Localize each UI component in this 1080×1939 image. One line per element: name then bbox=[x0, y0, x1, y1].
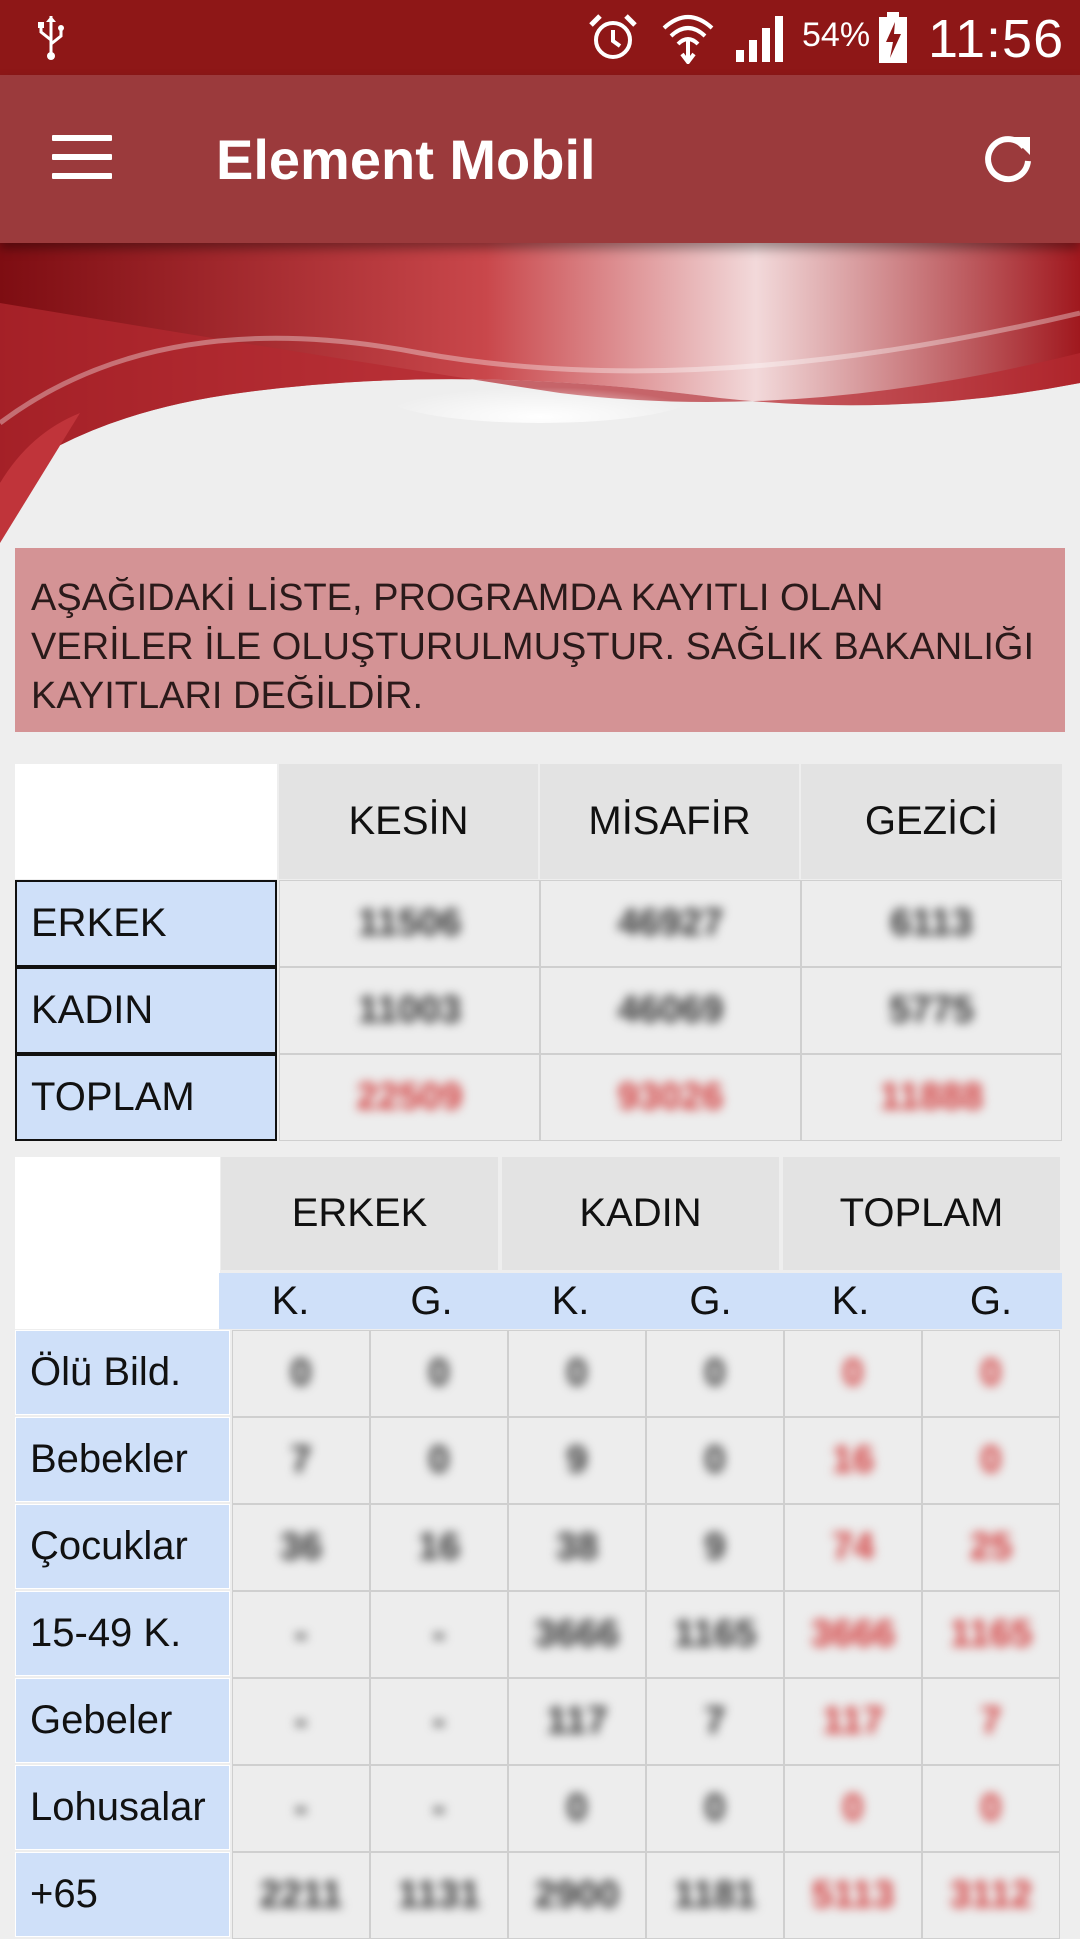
table-cell: 3666 bbox=[508, 1591, 646, 1678]
table-cell: - bbox=[370, 1765, 508, 1852]
table-cell: 9 bbox=[508, 1417, 646, 1504]
table-cell: 5113 bbox=[784, 1852, 922, 1939]
row-label: Bebekler bbox=[15, 1417, 230, 1502]
row-label: Çocuklar bbox=[15, 1504, 230, 1589]
table-cell: 0 bbox=[508, 1765, 646, 1852]
table-cell: 0 bbox=[922, 1330, 1060, 1417]
table-cell: 0 bbox=[784, 1330, 922, 1417]
app-bar bbox=[0, 75, 1080, 243]
table-cell: 1165 bbox=[922, 1591, 1060, 1678]
group-header-kadin: KADIN bbox=[502, 1157, 779, 1270]
table-cell: 3112 bbox=[922, 1852, 1060, 1939]
table-cell: 7 bbox=[922, 1678, 1060, 1765]
clock: 11:56 bbox=[928, 9, 1065, 69]
signal-icon bbox=[734, 14, 788, 62]
table-cell: 11003 bbox=[279, 967, 540, 1054]
column-header-gezici: GEZİCİ bbox=[801, 764, 1062, 879]
table-cell: - bbox=[370, 1591, 508, 1678]
table-cell: 1165 bbox=[646, 1591, 784, 1678]
table-cell: 2211 bbox=[232, 1852, 370, 1939]
row-label: Ölü Bild. bbox=[15, 1330, 230, 1415]
subcolumn-header: G. bbox=[362, 1273, 501, 1329]
table-cell: 0 bbox=[370, 1330, 508, 1417]
table-cell: 0 bbox=[784, 1765, 922, 1852]
table-cell: 117 bbox=[784, 1678, 922, 1765]
subcolumn-header: G. bbox=[920, 1273, 1062, 1329]
row-label: Lohusalar bbox=[15, 1765, 230, 1850]
table-cell: 0 bbox=[646, 1330, 784, 1417]
table-cell: - bbox=[370, 1678, 508, 1765]
table-cell: 11506 bbox=[279, 880, 540, 967]
table-cell: 25 bbox=[922, 1504, 1060, 1591]
app-title: Element Mobil bbox=[216, 128, 596, 191]
table-cell: 0 bbox=[508, 1330, 646, 1417]
table-cell: 46927 bbox=[540, 880, 801, 967]
table-cell: - bbox=[232, 1765, 370, 1852]
table-cell: 2900 bbox=[508, 1852, 646, 1939]
row-label: Gebeler bbox=[15, 1678, 230, 1763]
table-cell-total: 22509 bbox=[279, 1054, 540, 1141]
table-corner bbox=[15, 764, 277, 879]
alarm-icon bbox=[588, 13, 638, 63]
table-cell: 16 bbox=[370, 1504, 508, 1591]
row-label: 15-49 K. bbox=[15, 1591, 230, 1676]
table-cell: 74 bbox=[784, 1504, 922, 1591]
table-cell: 0 bbox=[232, 1330, 370, 1417]
table-cell: 0 bbox=[646, 1765, 784, 1852]
column-header-kesin: KESİN bbox=[279, 764, 538, 879]
battery-charging-icon bbox=[878, 12, 908, 64]
hamburger-menu-icon[interactable] bbox=[52, 135, 112, 181]
table-cell: 7 bbox=[232, 1417, 370, 1504]
table-cell: 46069 bbox=[540, 967, 801, 1054]
table-cell: 0 bbox=[922, 1765, 1060, 1852]
wifi-icon bbox=[660, 10, 716, 64]
table-cell: 117 bbox=[508, 1678, 646, 1765]
table-cell: 6113 bbox=[801, 880, 1062, 967]
table-cell-total: 93026 bbox=[540, 1054, 801, 1141]
table-cell: 3666 bbox=[784, 1591, 922, 1678]
refresh-icon[interactable] bbox=[980, 131, 1036, 187]
table-cell: 0 bbox=[922, 1417, 1060, 1504]
header-banner-image bbox=[0, 243, 1080, 543]
group-header-erkek: ERKEK bbox=[221, 1157, 498, 1270]
table-cell: - bbox=[232, 1678, 370, 1765]
table-cell: 16 bbox=[784, 1417, 922, 1504]
subcolumn-header: K. bbox=[219, 1273, 362, 1329]
row-label-erkek: ERKEK bbox=[15, 880, 277, 967]
row-label-kadin: KADIN bbox=[15, 967, 277, 1054]
status-bar bbox=[0, 0, 1080, 75]
table-cell: 7 bbox=[646, 1678, 784, 1765]
table-cell: 0 bbox=[370, 1417, 508, 1504]
row-label-toplam: TOPLAM bbox=[15, 1054, 277, 1141]
table-cell: 36 bbox=[232, 1504, 370, 1591]
subcolumn-header: K. bbox=[781, 1273, 920, 1329]
table-cell: 38 bbox=[508, 1504, 646, 1591]
table-cell: 1181 bbox=[646, 1852, 784, 1939]
group-header-toplam: TOPLAM bbox=[783, 1157, 1060, 1270]
battery-percentage: 54% bbox=[802, 16, 871, 54]
subcolumn-header: K. bbox=[501, 1273, 640, 1329]
subcolumn-header: G. bbox=[640, 1273, 781, 1329]
table-cell: 9 bbox=[646, 1504, 784, 1591]
table-cell: 5775 bbox=[801, 967, 1062, 1054]
table-cell: 0 bbox=[646, 1417, 784, 1504]
table-corner bbox=[15, 1157, 220, 1329]
usb-icon bbox=[36, 14, 66, 60]
table-cell-total: 11888 bbox=[801, 1054, 1062, 1141]
table-cell: - bbox=[232, 1591, 370, 1678]
row-label: +65 bbox=[15, 1852, 230, 1937]
table-cell: 1131 bbox=[370, 1852, 508, 1939]
disclaimer-notice: AŞAĞIDAKİ LİSTE, PROGRAMDA KAYITLI OLAN VERİLER İLE OLUŞTURULMUŞTUR. SAĞLIK BAKANLIĞI KAYITLARI DEĞİLDİR. bbox=[15, 548, 1065, 732]
column-header-misafir: MİSAFİR bbox=[540, 764, 799, 879]
